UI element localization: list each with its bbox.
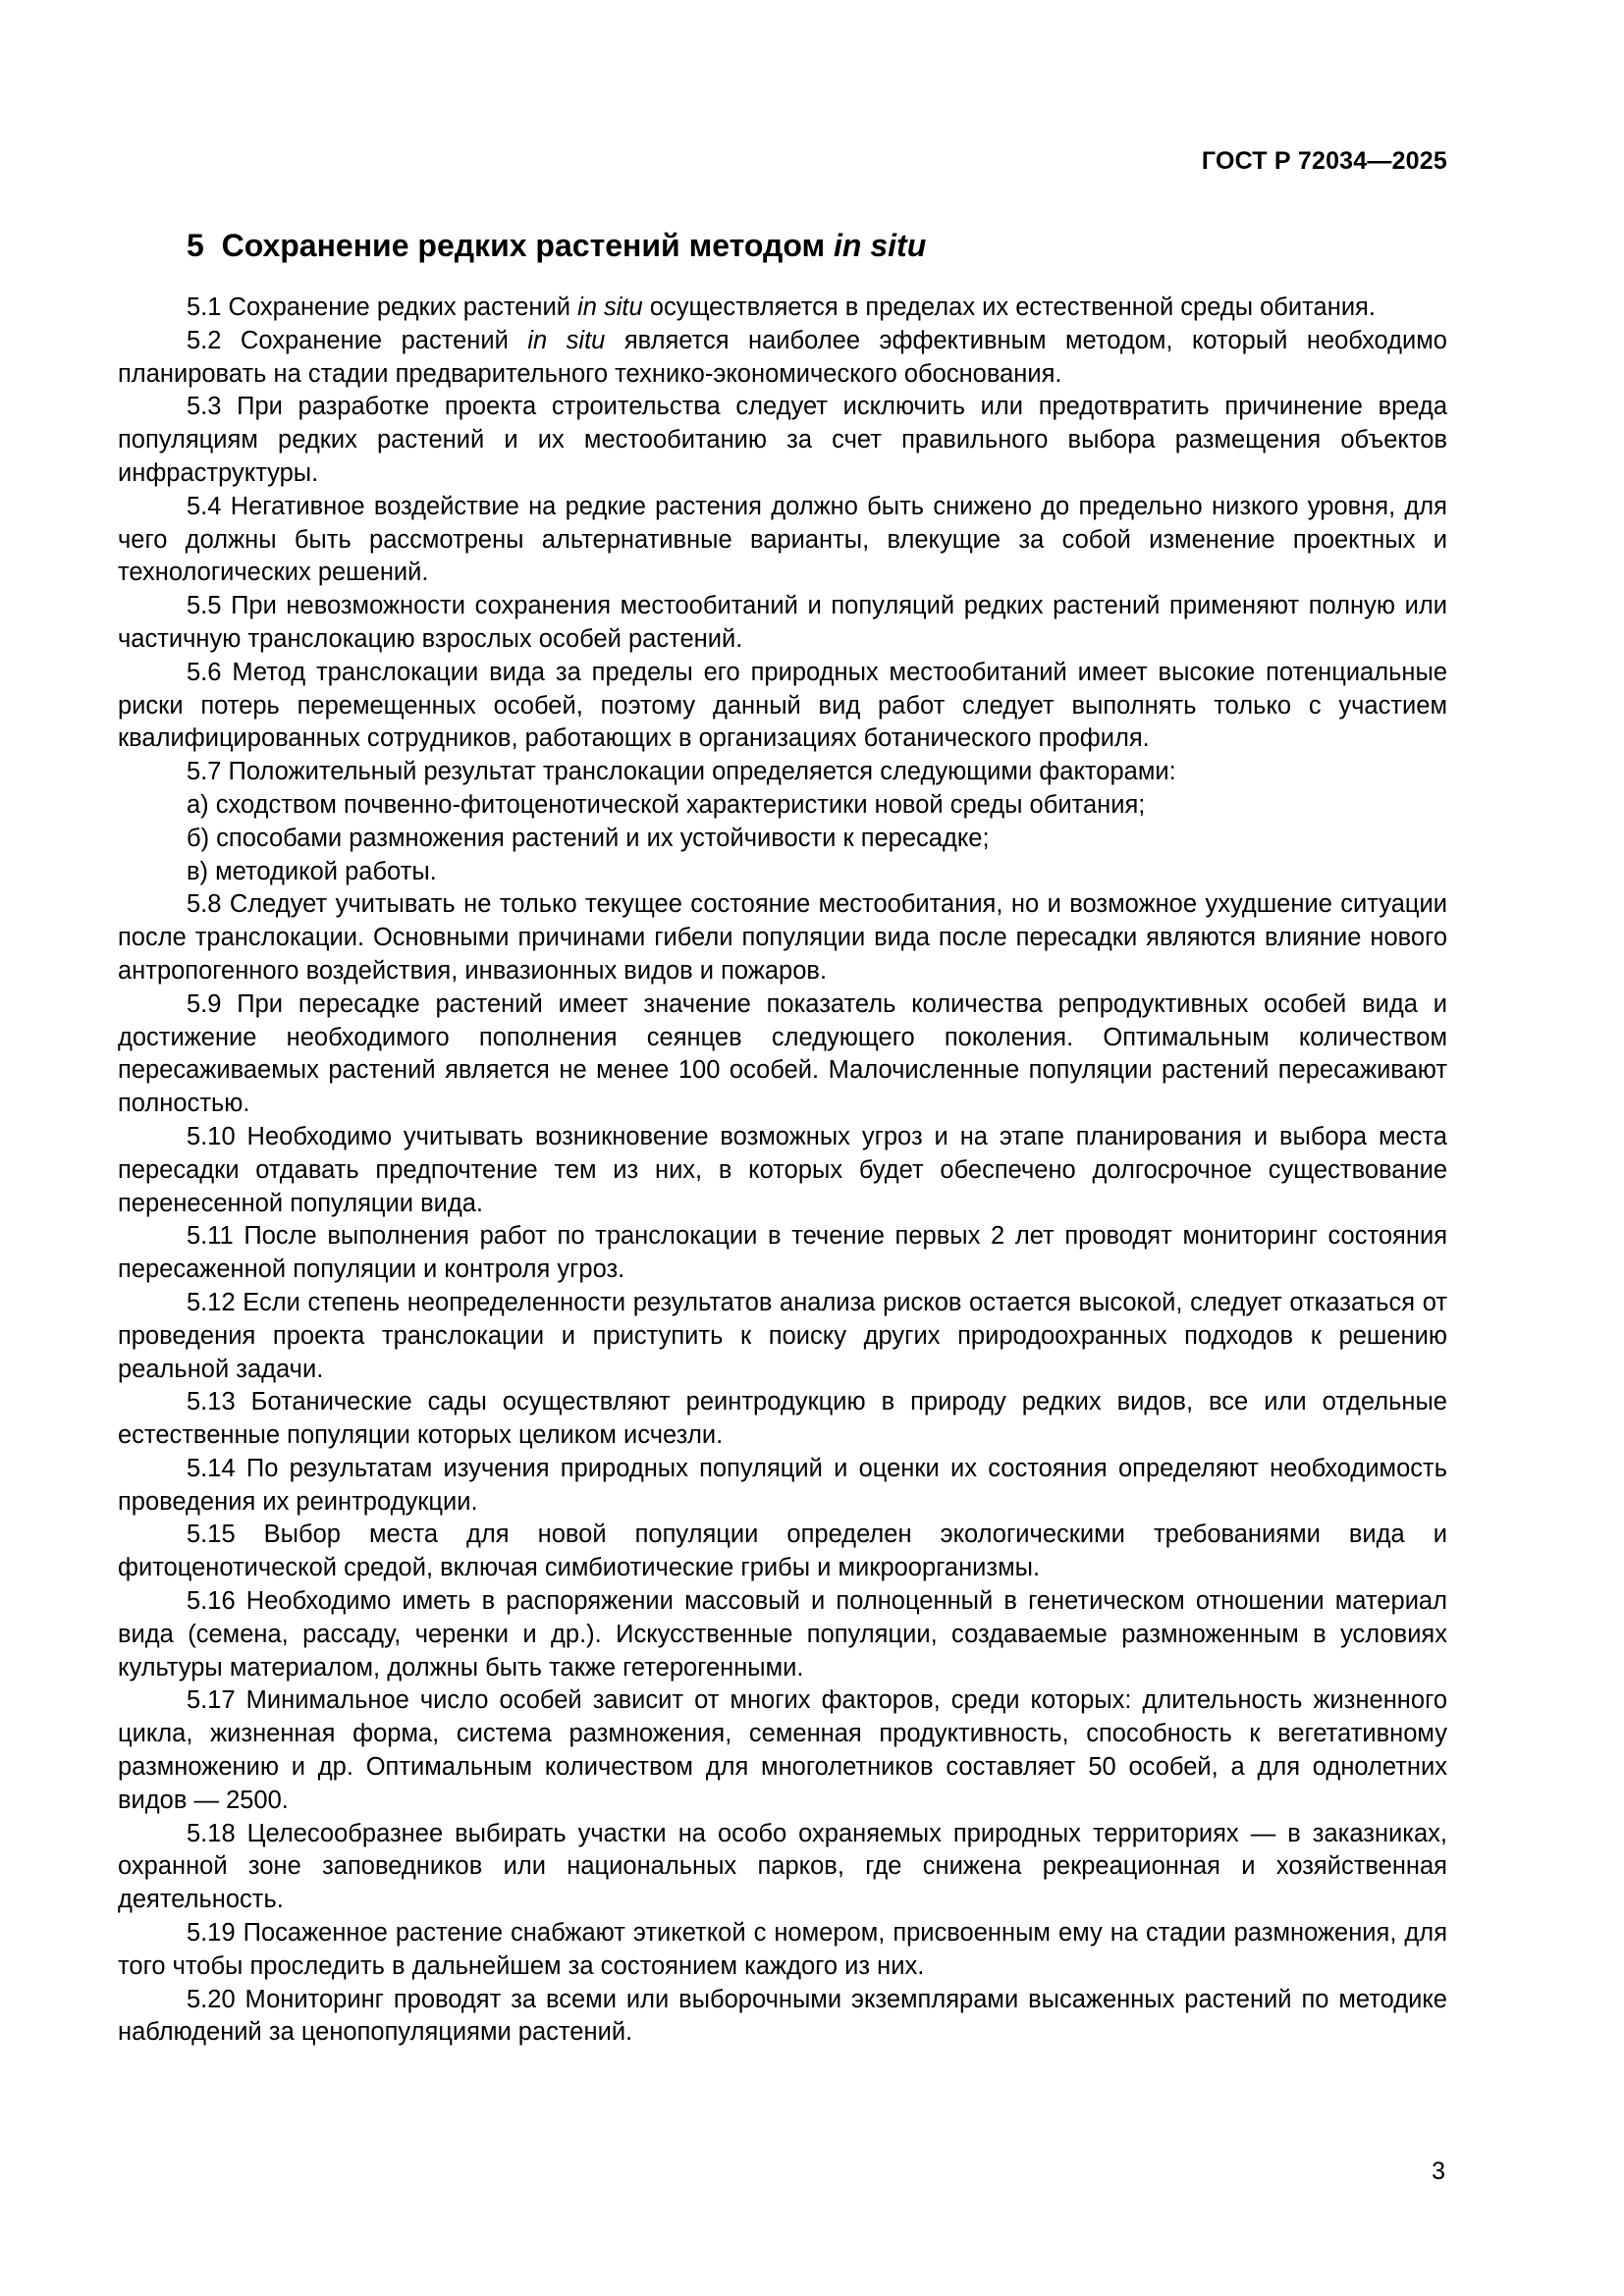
section-number: 5 <box>187 228 204 263</box>
clause-5-7: 5.7 Положительный результат транслокации определяется следующими факторами: <box>187 758 1176 786</box>
section-title-italic: in situ <box>834 228 927 263</box>
clause-5-4: 5.4 Негативное воздействие на редкие растения должно быть снижено до предельно низкого уровня, для чего должны быть рассмотрены альтернативные варианты, влекущие за собой изменение проектных и технологических решений. <box>118 492 1447 587</box>
clause-5-15: 5.15 Выбор места для новой популяции определен экологическими требованиями вида и фитоценотической средой, включая симбиотические грибы и микроорганизмы. <box>118 1521 1447 1582</box>
list-item-v: в) методикой работы. <box>187 857 437 885</box>
section-body <box>118 292 1447 2050</box>
clause-5-6: 5.6 Метод транслокации вида за пределы его природных местообитаний имеет высокие потенциальные риски потерь перемещенных особей, поэтому данный вид работ следует выполнять только с участием квалифицированных сотрудников, работающих в организациях ботанического профиля. <box>118 658 1447 753</box>
section-title-text: Сохранение редких растений методом <box>221 228 826 263</box>
clause-5-14: 5.14 По результатам изучения природных популяций и оценки их состояния определяют необходимость проведения их реинтродукции. <box>118 1454 1447 1516</box>
list-item-a: а) сходством почвенно-фитоценотической характеристики новой среды обитания; <box>187 790 1146 819</box>
clause-5-12: 5.12 Если степень неопределенности результатов анализа рисков остается высокой, следует отказаться от проведения проекта транслокации и приступить к поиску других природоохранных подходов к решению реальной задачи. <box>118 1288 1447 1383</box>
clause-5-9: 5.9 При пересадке растений имеет значение показатель количества репродуктивных особей вида и достижение необходимого пополнения сеянцев следующего поколения. Оптимальным количеством пересаживаемых растений является не менее 100 особей. Малочисленные популяции растений пересаживают полностью. <box>118 989 1447 1118</box>
list-item-b: б) способами размножения растений и их устойчивости к пересадке; <box>187 824 990 852</box>
clause-5-19: 5.19 Посаженное растение снабжают этикеткой с номером, присвоенным ему на стадии размножения, для того чтобы проследить в дальнейшем за состоянием каждого из них. <box>118 1919 1447 1980</box>
clause-5-11: 5.11 После выполнения работ по транслокации в течение первых 2 лет проводят мониторинг состояния пересаженной популяции и контроля угроз. <box>118 1222 1447 1284</box>
clause-5-1: 5.1 Сохранение редких растений in situ осуществляется в пределах их естественной среды обитания. <box>187 294 1376 321</box>
page-number: 3 <box>1432 2158 1445 2185</box>
clause-5-13: 5.13 Ботанические сады осуществляют реинтродукцию в природу редких видов, все или отдельные естественные популяции которых целиком исчезли. <box>118 1388 1447 1450</box>
clause-5-18: 5.18 Целесообразнее выбирать участки на особо охраняемых природных территориях — в заказниках, охранной зоне заповедников или национальных парков, где снижена рекреационная и хозяйственная деятельность. <box>118 1819 1447 1914</box>
clause-5-16: 5.16 Необходимо иметь в распоряжении массовый и полноценный в генетическом отношении материал вида (семена, рассаду, черенки и др.). Искусственные популяции, создаваемые размноженным в условиях культуры материалом, должны быть также гетерогенными. <box>118 1587 1447 1682</box>
clause-5-20: 5.20 Мониторинг проводят за всеми или выборочными экземплярами высаженных растений по методике наблюдений за ценопопуляциями растений. <box>118 1985 1447 2047</box>
document-designation: ГОСТ Р 72034—2025 <box>1201 147 1447 175</box>
section-title <box>187 228 926 264</box>
clause-5-8: 5.8 Следует учитывать не только текущее состояние местообитания, но и возможное ухудшение ситуации после транслокации. Основными причинами гибели популяции вида после пересадки являются влияние нового антропогенного воздействия, инвазионных видов и пожаров. <box>118 890 1447 985</box>
clause-5-17: 5.17 Минимальное число особей зависит от многих факторов, среди которых: длительность жизненного цикла, жизненная форма, система размножения, семенная продуктивность, способность к вегетативному размножению и др. Оптимальным количеством для многолетников составляет 50 особей, а для однолетних видов — 2500. <box>118 1686 1447 1814</box>
clause-5-2: 5.2 Сохранение растений in situ является наиболее эффективным методом, который необходимо планировать на стадии предварительного технико-экономического обоснования. <box>118 326 1447 388</box>
clause-5-3: 5.3 При разработке проекта строительства следует исключить или предотвратить причинение вреда популяциям редких растений и их местообитанию за счет правильного выбора размещения объектов инфраструктуры. <box>118 393 1447 487</box>
clause-5-10: 5.10 Необходимо учитывать возникновение возможных угроз и на этапе планирования и выбора места пересадки отдавать предпочтение тем из них, в которых будет обеспечено долгосрочное существование перенесенной популяции вида. <box>118 1122 1447 1217</box>
clause-5-5: 5.5 При невозможности сохранения местообитаний и популяций редких растений применяют полную или частичную транслокацию взрослых особей растений. <box>118 592 1447 653</box>
